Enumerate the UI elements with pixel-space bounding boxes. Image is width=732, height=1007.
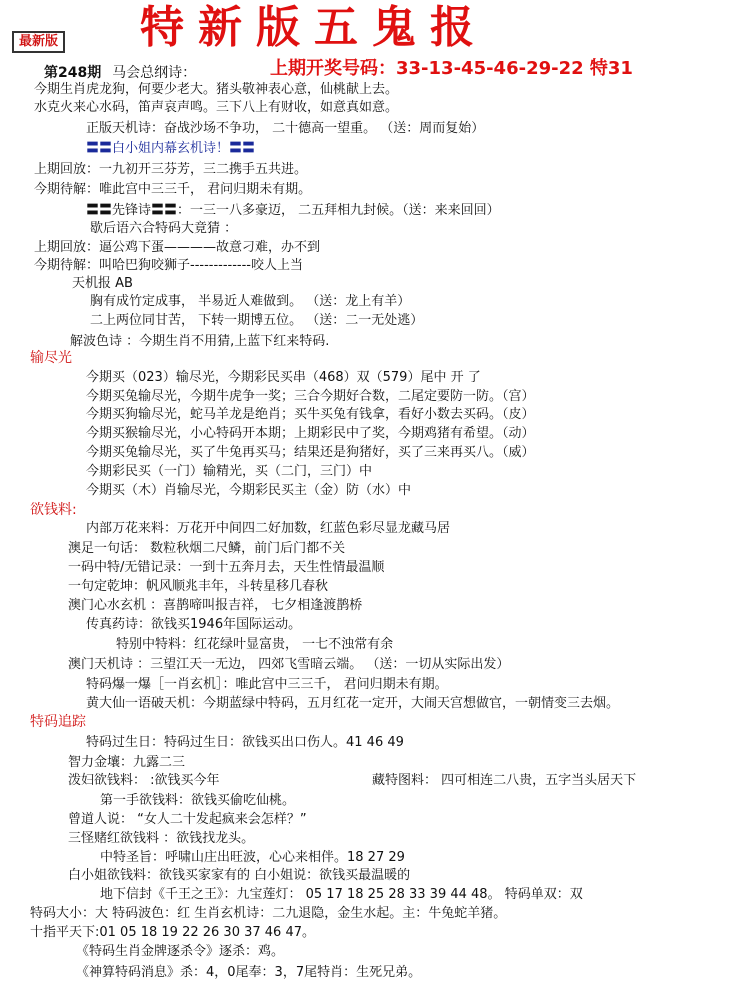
text-line: 上期回放：逼公鸡下蛋————故意刁难，办不到 [34, 240, 321, 255]
section-heading: 输尽光 [30, 350, 72, 366]
text-line: 水克火来心水码，笛声哀声鸣。三下八上有财收，如意真如意。 [34, 100, 399, 115]
page-title: 特新版五鬼报 [140, 2, 488, 53]
text-line: 《特码生肖金牌逐杀令》逐杀：鸡。 [76, 944, 285, 959]
text-line: 今期买兔输尽光，买了牛兔再买马；结果还是狗猪好，买了三来再买八。（威） [86, 445, 535, 460]
text-line: 中特圣旨：呼啸山庄出旺波，心心来相伴。18 27 29 [100, 850, 405, 865]
text-line: 二上两位同甘苦， 下转一期博五位。 （送：二一无处逃） [90, 313, 424, 328]
text-line: 藏特图料： 四可相连二八贵，五字当头居天下 [372, 773, 637, 788]
text-line: 〓〓白小姐内幕玄机诗！〓〓 [86, 141, 256, 156]
text-line: 澳足一句话： 数粒秋烟二尺鳞，前门后门都不关 [68, 541, 346, 556]
text-line: 今期买兔输尽光，今期牛虎争一奖；三合今期好合数，二尾定要防一防。（宫） [86, 389, 535, 404]
text-line: 今期买猴输尽光，小心特码开本期；上期彩民中了奖，今期鸡猪有希望。（动） [86, 426, 535, 441]
text-line: 今期买狗输尽光，蛇马羊龙是绝肖；买牛买兔有钱拿，看好小数去买码。（皮） [86, 407, 535, 422]
text-line: 解波色诗 ：今期生肖不用猜,上蓝下红来特码. [70, 334, 330, 349]
text-line: 今期买（木）肖输尽光，今期彩民买主（金）防（水）中 [86, 483, 412, 498]
period-number: 第248期 [44, 65, 102, 81]
text-line: 澳门天机诗 ：三望江天一无边， 四郊飞雪暗云端。 （送：一切从实际出发） [68, 657, 510, 672]
text-line: 今期待解：唯此宫中三三千， 君问归期未有期。 [34, 182, 312, 197]
section-heading: 欲钱料: [30, 502, 77, 518]
text-line: 天机报 AB [72, 276, 133, 291]
text-line: 澳门心水玄机 ：喜鹊啼叫报吉祥， 七夕相逢渡鹊桥 [68, 598, 363, 613]
text-line: 地下信封《千王之王》：九宝莲灯： 05 17 18 25 28 33 39 44 48。 特码单双：双 [100, 887, 583, 902]
text-line: 今期生肖虎龙狗，何要少老大。猪头敬神表心意，仙桃献上去。 [34, 82, 399, 97]
text-line: 胸有成竹定成事， 半易近人难做到。 （送：龙上有羊） [90, 294, 411, 309]
text-line: 白小姐欲钱料：欲钱买家家有的 白小姐说：欲钱买最温暖的 [68, 868, 411, 883]
text-line: 今期买（023）输尽光，今期彩民买串（468）双（579）尾中 开 了 [86, 370, 481, 385]
text-line: 特码爆一爆［一肖玄机］：唯此宫中三三千， 君问归期未有期。 [86, 677, 448, 692]
text-line: 十指平天下:01 05 18 19 22 26 30 37 46 47。 [30, 925, 315, 940]
text-line: 智力金壤：九露二三 [68, 755, 186, 770]
text-line: 传真药诗：欲钱买1946年国际运动。 [86, 617, 302, 632]
text-line: 今期待解：叫哈巴狗咬狮子-------------咬人上当 [34, 258, 303, 273]
text-line: 泼妇欲钱料： :欲钱买今年 [68, 773, 220, 788]
text-line: 三怪赌红欲钱料 ：欲钱找龙头。 [68, 831, 255, 846]
text-line: 正版天机诗：奋战沙场不争功， 二十德高一望重。 （送：周而复始） [86, 121, 485, 136]
text-line: 歇后语六合特码大竟猜 ： [90, 221, 238, 236]
last-draw-result: 上期开奖号码：33-13-45-46-29-22 特31 [270, 58, 633, 79]
period-label [44, 62, 196, 82]
text-line: 特别中特料：红花绿叶显富贵， 一七不浊常有余 [116, 637, 394, 652]
text-line: 曾道人说： “女人二十发起疯来会怎样？” [68, 812, 307, 827]
text-line: 黄大仙一语破天机：今期蓝绿中特码，五月红花一定开，大闹天宫想做官，一朝情变三去烟。 [86, 696, 620, 711]
period-subtitle: 马会总纲诗： [112, 65, 197, 81]
text-line: 今期彩民买（一门）输精光，买（二门，三门）中 [86, 464, 373, 479]
text-line: 特码大小：大 特码波色：红 生肖玄机诗：二九退隐，金生水起。主：牛兔蛇羊猪。 [30, 906, 507, 921]
edition-badge: 最新版 [12, 31, 65, 53]
section-heading: 特码追踪 [30, 714, 86, 730]
text-line: 上期回放：一九初开三芬芳，三二携手五共进。 [34, 162, 308, 177]
text-line: 〓〓先锋诗〓〓：一三一八多豪迈， 二五拜相九封候。（送：来来回回） [86, 203, 500, 218]
text-line: 特码过生日：特码过生日：欲钱买出口伤人。41 46 49 [86, 735, 404, 750]
text-line: 《神算特码消息》杀：4，0尾奉：3，7尾特肖：生死兄弟。 [76, 965, 422, 980]
text-line: 第一手欲钱料：欲钱买偷吃仙桃。 [100, 793, 296, 808]
text-line: 内部万花来料：万花开中间四二好加数，红蓝色彩尽显龙藏马居 [86, 521, 451, 536]
text-line: 一句定乾坤：帆风顺兆丰年，斗转星移几春秋 [68, 579, 329, 594]
text-line: 一码中特/无错记录：一到十五奔月去，天生性情最温顺 [68, 560, 385, 575]
